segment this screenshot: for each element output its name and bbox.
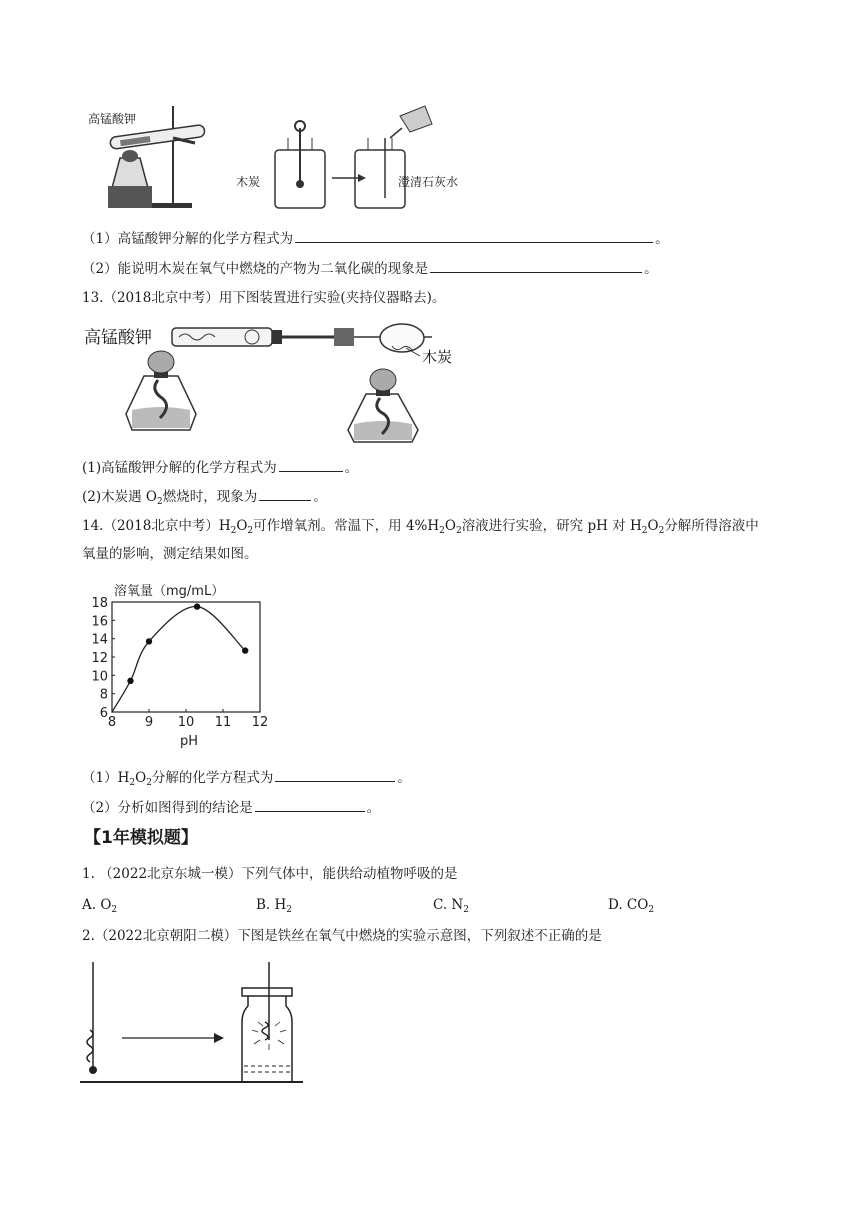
subscript: 2 <box>146 778 152 788</box>
chart-axes <box>112 602 260 712</box>
chart-data-point <box>146 638 152 644</box>
section-title: 【1年模拟题】 <box>84 828 198 848</box>
figure-q13-apparatus <box>84 318 464 444</box>
question-text: 燃烧时，现象为 <box>162 489 258 505</box>
question-end: 。 <box>397 770 411 786</box>
answer-blank[interactable] <box>279 457 343 472</box>
label-potassium-permanganate: 高锰酸钾 <box>88 112 137 126</box>
option-a-text: A. O <box>82 897 112 913</box>
question-13-part-2 <box>82 486 327 512</box>
question-end: 。 <box>344 460 359 476</box>
option-c[interactable] <box>433 895 469 920</box>
question-14-part-2 <box>82 797 380 818</box>
option-b[interactable] <box>256 895 292 920</box>
question-end: 。 <box>655 231 669 247</box>
chart-series-line <box>112 607 245 712</box>
question-13-part-1 <box>82 457 358 478</box>
question-text: 分解的化学方程式为 <box>151 770 274 786</box>
subscript: 2 <box>230 526 237 536</box>
x-tick-label: 8 <box>107 715 117 730</box>
question-text: (2)木炭遇 O <box>82 489 157 505</box>
option-c-text: C. N <box>433 897 464 913</box>
chart-frame <box>112 602 260 712</box>
question-text: （2）分析如图得到的结论是 <box>82 800 253 816</box>
y-tick-label: 14 <box>91 632 108 648</box>
chart-x-axis-label: pH <box>180 734 199 749</box>
x-tick-label: 10 <box>177 715 195 730</box>
label-charcoal: 木炭 <box>236 175 261 189</box>
answer-blank[interactable] <box>275 767 395 782</box>
subscript: 2 <box>439 526 445 536</box>
answer-blank[interactable] <box>295 228 653 243</box>
y-tick-label: 16 <box>91 614 108 630</box>
subscript: 2 <box>156 497 163 507</box>
stem-text: 14.（2018北京中考）H <box>82 518 231 534</box>
question-part-2 <box>82 258 658 279</box>
answer-blank[interactable] <box>259 486 311 501</box>
iron-wire-drawing <box>78 960 308 1086</box>
subscript: 2 <box>247 526 254 536</box>
stem-text: 溶液进行实验，研究 pH 对 H <box>461 518 642 534</box>
chart-data-point <box>242 647 248 653</box>
option-a[interactable] <box>82 895 117 920</box>
y-tick-label: 12 <box>91 651 108 666</box>
chart-dissolved-oxygen-vs-ph <box>86 578 286 750</box>
subscript: 2 <box>641 526 648 536</box>
question-text: （1）高锰酸钾分解的化学方程式为 <box>82 231 294 247</box>
subscript: 2 <box>648 905 655 915</box>
question-part-1 <box>82 228 669 249</box>
question-13-stem: 13.（2018北京中考）用下图装置进行实验(夹持仪器略去)。 <box>82 290 446 306</box>
stem-text: 可作增氧剂。常温下，用 4%H <box>253 518 440 534</box>
stem-text: 分解所得溶液中 <box>664 518 759 534</box>
label-limewater: 澄清石灰水 <box>398 175 459 189</box>
figure-iron-wire-burning <box>78 960 308 1086</box>
stem-text: O <box>444 518 456 534</box>
y-tick-label: 18 <box>91 596 108 611</box>
subscript: 2 <box>111 905 118 915</box>
figure-potassium-permanganate-apparatus <box>80 98 500 218</box>
stem-text: O <box>647 518 659 534</box>
subscript: 2 <box>129 778 136 788</box>
question-end: 。 <box>313 489 327 505</box>
y-tick-label: 10 <box>91 669 108 685</box>
chart-data-point <box>194 603 200 609</box>
question-text: （2）能说明木炭在氧气中燃烧的产物为二氧化碳的现象是 <box>82 261 429 277</box>
question-text: (1)高锰酸钾分解的化学方程式为 <box>82 460 277 476</box>
subscript: 2 <box>658 526 665 536</box>
option-d[interactable] <box>608 895 654 920</box>
label-charcoal: 木炭 <box>422 348 453 366</box>
chart-svg <box>86 578 286 750</box>
question-14-part-1 <box>82 767 411 793</box>
question-14-stem-line-2: 氧量的影响，测定结果如图。 <box>82 546 258 562</box>
option-d-text: D. CO <box>608 897 649 913</box>
label-potassium-permanganate: 高锰酸钾 <box>84 328 152 348</box>
stem-text: O <box>236 518 248 534</box>
x-tick-label: 12 <box>251 715 269 730</box>
question-14-stem-line-1 <box>82 516 759 541</box>
question-text: O <box>135 770 147 786</box>
answer-blank[interactable] <box>430 258 642 273</box>
y-tick-label: 8 <box>99 687 108 703</box>
x-tick-label: 9 <box>144 715 154 730</box>
question-end: 。 <box>366 800 381 816</box>
chart-data-point <box>127 678 133 684</box>
answer-blank[interactable] <box>255 797 365 812</box>
chart-ticks <box>91 596 268 730</box>
question-end: 。 <box>644 261 658 277</box>
chart-y-axis-label: 溶氧量（mg/mL） <box>114 584 225 599</box>
subscript: 2 <box>455 526 462 536</box>
mock-question-1-stem: 1. （2022北京东城一模）下列气体中，能供给动植物呼吸的是 <box>82 866 458 882</box>
x-tick-label: 11 <box>214 715 232 730</box>
chart-points <box>127 603 248 684</box>
question-text: （1）H <box>82 770 130 786</box>
apparatus-drawing <box>80 98 500 218</box>
subscript: 2 <box>286 905 293 915</box>
subscript: 2 <box>463 905 469 915</box>
y-tick-label: 6 <box>99 706 108 721</box>
option-b-text: B. H <box>256 897 287 913</box>
mock-question-2-stem: 2.（2022北京朝阳二模）下图是铁丝在氧气中燃烧的实验示意图，下列叙述不正确的是 <box>82 928 602 944</box>
